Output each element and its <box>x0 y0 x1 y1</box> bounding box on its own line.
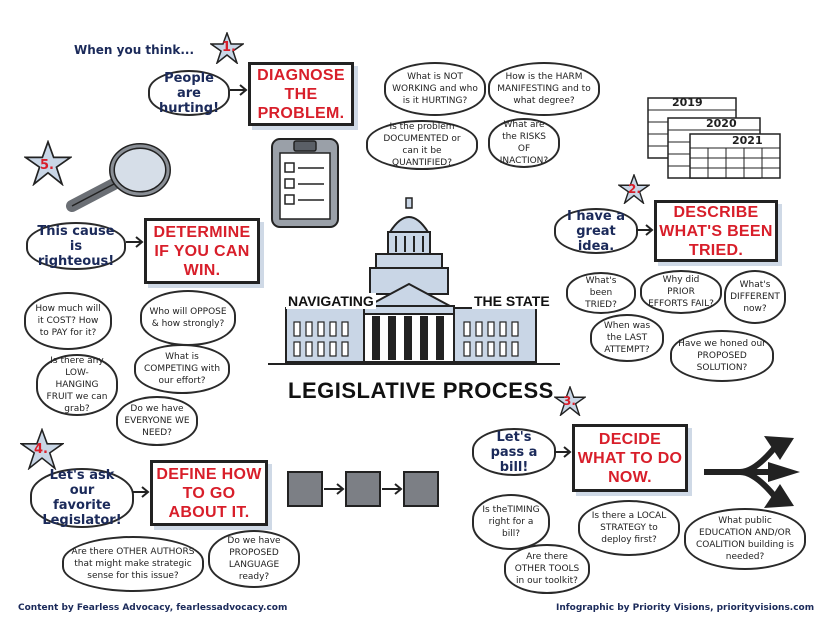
arrow-icon <box>124 234 146 250</box>
arrow-icon <box>634 222 656 238</box>
process-flow-icon <box>286 466 444 516</box>
step-number: 4. <box>34 442 48 457</box>
question-cloud: Is there a LOCAL STRATEGY to deploy first? <box>578 500 680 556</box>
action-box-4: DEFINE HOW TO GO ABOUT IT. <box>150 460 268 526</box>
calendar-year: 2021 <box>732 134 763 147</box>
question-cloud: Are there OTHER AUTHORS that might make strategic sense for this issue? <box>62 536 204 592</box>
question-cloud: Do we have PROPOSED LANGUAGE ready? <box>208 530 300 588</box>
capitol-building-icon <box>264 196 564 378</box>
action-box-1: DIAGNOSE THE PROBLEM. <box>248 62 354 126</box>
question-cloud: Do we have EVERYONE WE NEED? <box>116 396 198 446</box>
step-number: 1. <box>222 40 236 55</box>
action-box-5: DETERMINE IF YOU CAN WIN. <box>144 218 260 284</box>
thought-cloud-4: Let's ask our favorite Legislator! <box>30 468 134 528</box>
footer-credit-infographic: Infographic by Priority Visions, priorityvisions.com <box>556 603 815 613</box>
question-cloud: What is COMPETING with our effort? <box>134 344 230 394</box>
step-number: 3. <box>563 394 576 408</box>
question-cloud: How much will it COST? How to PAY for it? <box>24 292 112 350</box>
thought-cloud-1: People are hurting! <box>148 70 230 116</box>
question-cloud: How is the HARM MANIFESTING and to what degree? <box>488 62 600 116</box>
question-cloud: Is the problem DOCUMENTED or can it be QUANTIFIED? <box>366 120 478 170</box>
question-cloud: Are there OTHER TOOLS in our toolkit? <box>504 544 590 594</box>
question-cloud: Is there any LOW-HANGING FRUIT we can grab? <box>36 354 118 416</box>
question-cloud: Have we honed our PROPOSED SOLUTION? <box>670 330 774 382</box>
question-cloud: What's been TRIED? <box>566 272 636 314</box>
intro-text: When you think... <box>74 43 195 57</box>
arrow-icon <box>130 484 152 500</box>
title-main: LEGISLATIVE PROCESS <box>288 378 554 403</box>
split-arrow-icon <box>700 432 806 512</box>
question-cloud: What is NOT WORKING and who is it HURTING? <box>384 62 486 116</box>
step-number: 5. <box>40 158 54 173</box>
title-left: NAVIGATING <box>288 293 374 309</box>
question-cloud: Is theTIMING right for a bill? <box>472 494 550 550</box>
footer-credit-content: Content by Fearless Advocacy, fearlessadvocacy.com <box>18 603 288 613</box>
thought-cloud-3: Let's pass a bill! <box>472 428 556 476</box>
magnifying-glass-icon <box>62 140 174 216</box>
thought-cloud-2: I have a great idea. <box>554 208 638 254</box>
thought-cloud-5: This cause is righteous! <box>26 222 126 270</box>
question-cloud: What public EDUCATION AND/OR COALITION building is needed? <box>684 508 806 570</box>
question-cloud: What's DIFFERENT now? <box>724 270 786 324</box>
question-cloud: What are the RISKS OF INACTION? <box>488 118 560 168</box>
question-cloud: Who will OPPOSE & how strongly? <box>140 290 236 346</box>
calendar-year: 2020 <box>706 117 737 130</box>
arrow-icon <box>552 444 574 460</box>
calendar-year: 2019 <box>672 96 703 109</box>
action-box-2: DESCRIBE WHAT'S BEEN TRIED. <box>654 200 778 262</box>
arrow-icon <box>228 82 250 98</box>
question-cloud: Why did PRIOR EFFORTS FAIL? <box>640 270 722 314</box>
action-box-3: DECIDE WHAT TO DO NOW. <box>572 424 688 492</box>
question-cloud: When was the LAST ATTEMPT? <box>590 314 664 362</box>
step-number: 2. <box>628 182 641 196</box>
title-right: THE STATE <box>474 293 550 309</box>
